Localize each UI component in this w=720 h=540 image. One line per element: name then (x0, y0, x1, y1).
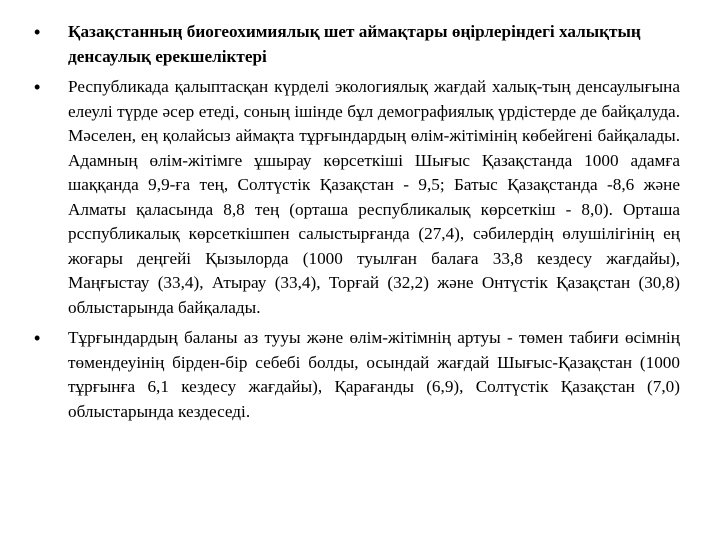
bullet-marker: • (34, 77, 41, 97)
bullet-title-text: Қазақстанның биогеохимиялық шет аймақтары өңірлеріндегі халықтың денсаулық ерекшеліктері (68, 22, 641, 66)
bullet-birthrate-text: Тұрғындардың баланы аз тууы және өлім-жітімнің артуы - төмен табиғи өсімнің төмендеуінің бірден-бір себебі болды, осындай жағдай Шығыс-Қазақстан (1000 тұрғынға 6,1 кездесу жағдайы), Қарағанды (6,9), Солтүстік Қазақстан (7,0) облыстарында кездеседі. (68, 328, 680, 421)
bullet-item-mortality (34, 75, 680, 320)
bullet-marker: • (34, 328, 41, 348)
bullet-item-birthrate (34, 326, 680, 424)
bullet-marker: • (34, 22, 41, 42)
bullet-list (34, 20, 680, 424)
bullet-mortality-text: Республикада қалыптасқан күрделі экологиялық жағдай халық-тың денсаулығына елеулі түрде әсер етеді, соның ішінде бұл демографиялық үрдістерде де байқалуда. Мәселен, ең қолайсыз аймақта тұрғындардың өлім-жітімінің көбейгені байқалады. Адамның өлім-жітімге ұшырау көрсеткіші Шығыс Қазақстанда 1000 адамға шаққанда 9,9-ға тең, Солтүстік Қазақстан - 9,5; Батыс Қазақстанда -8,6 және Алматы қаласында 8,8 тең (орташа республикалық көрсеткіш - 8,0). Орташа рсспубликалық көрсеткішпен салыстырғанда (27,4), сәбилердің өлушілігінің ең жоғары деңгейі Қызылорда (1000 туылған балаға 33,8 кездесу жағдайы), Маңғыстау (33,4), Атырау (33,4), Торғай (32,2) және Онтүстік Қазақстан (30,8) облыстарында байқалады. (68, 77, 680, 317)
bullet-item-title (34, 20, 680, 69)
